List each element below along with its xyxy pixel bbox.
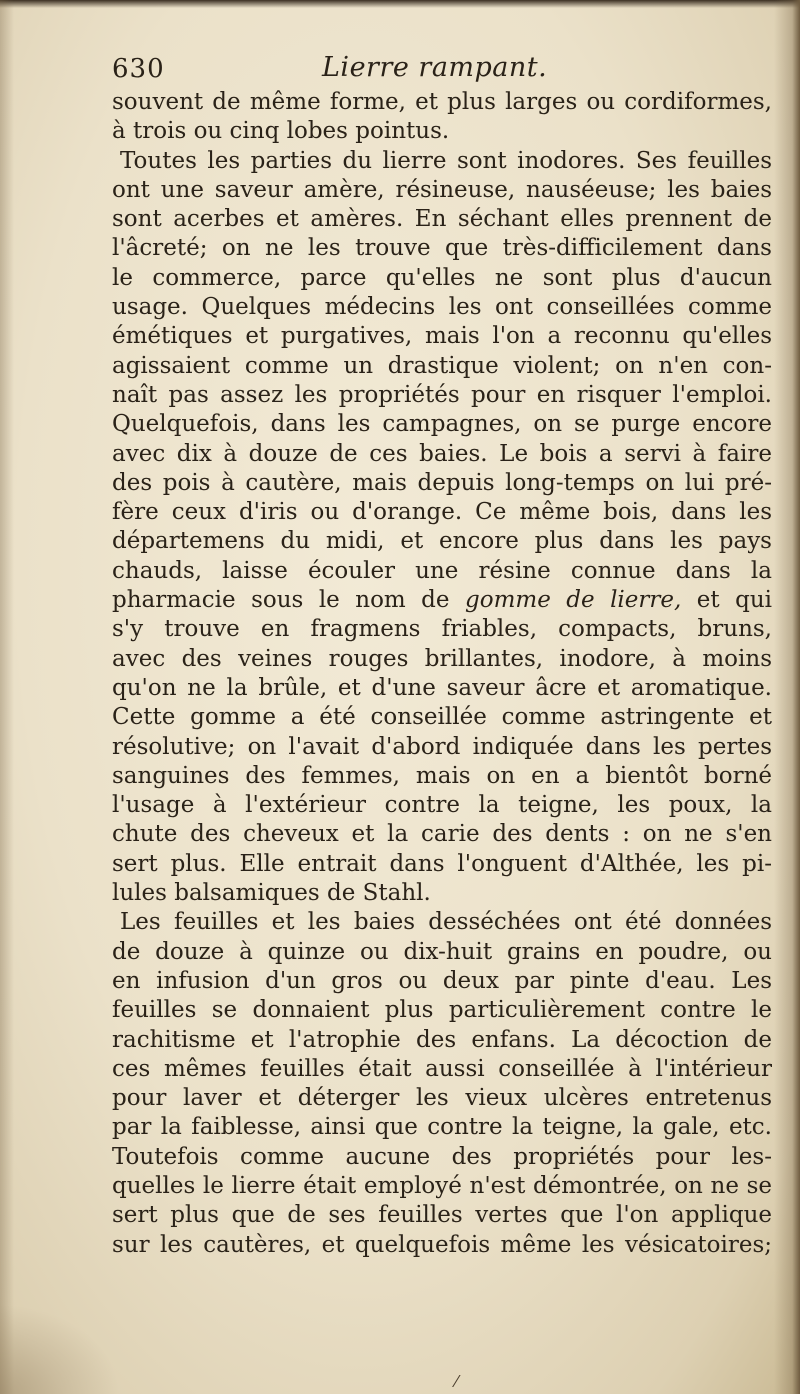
text-line: chauds, laisse écouler une résine connue dans la: [112, 557, 772, 584]
text-line: l'usage à l'extérieur contre la teigne, les poux, la: [112, 792, 772, 819]
text-line: quelles le lierre était employé n'est démontrée, on ne se: [112, 1172, 772, 1199]
text-run: pharmacie sous le nom de: [112, 587, 465, 614]
text-line: chute des cheveux et la carie des dents : on ne s'en: [112, 821, 772, 848]
text-line: lules balsamiques de Stahl.: [112, 880, 431, 907]
text-line: de douze à quinze ou dix-huit grains en poudre, ou: [112, 938, 772, 965]
text-line: avec des veines rouges brillantes, inodore, à moins: [112, 645, 772, 672]
ink-mark: ⁄: [455, 1372, 458, 1391]
text-line: départemens du midi, et encore plus dans les pays: [112, 528, 772, 555]
running-title: Lierre rampant.: [322, 52, 548, 83]
italic-term: gomme de lierre,: [465, 587, 682, 614]
text-line: naît pas assez les propriétés pour en risquer l'emploi.: [112, 381, 772, 408]
text-line: rachitisme et l'atrophie des enfans. La décoction de: [112, 1026, 772, 1053]
page-top-shadow: [0, 0, 800, 8]
text-line: Quelquefois, dans les campagnes, on se purge encore: [112, 411, 772, 438]
text-line: le commerce, parce qu'elles ne sont plus d'aucun: [112, 264, 772, 291]
text-line: qu'on ne la brûle, et d'une saveur âcre et aromatique.: [112, 674, 772, 701]
text-line: sur les cautères, et quelquefois même les vésicatoires;: [112, 1231, 772, 1258]
text-line: pour laver et déterger les vieux ulcères entretenus: [112, 1085, 772, 1112]
text-line: Cette gomme a été conseillée comme astringente et: [112, 704, 772, 731]
text-line: s'y trouve en fragmens friables, compacts, bruns,: [112, 616, 772, 643]
paper-stain: [0, 1304, 120, 1394]
text-line: des pois à cautère, mais depuis long-temps on lui pré-: [112, 469, 772, 496]
text-line: l'âcreté; on ne les trouve que très-difficilement dans: [112, 235, 772, 262]
text-line: résolutive; on l'avait d'abord indiquée dans les pertes: [112, 733, 772, 760]
text-line: émétiques et purgatives, mais l'on a reconnu qu'elles: [112, 323, 772, 350]
text-line: par la faiblesse, ainsi que contre la teigne, la gale, etc.: [112, 1114, 772, 1141]
text-line: Toutes les parties du lierre sont inodores. Ses feuilles: [120, 147, 772, 174]
body-text: [112, 88, 772, 1260]
text-line: à trois ou cinq lobes pointus.: [112, 118, 450, 145]
page-header: [112, 50, 772, 90]
text-line: agissaient comme un drastique violent; on n'en con-: [112, 352, 772, 379]
text-line: fère ceux d'iris ou d'orange. Ce même bois, dans les: [112, 499, 772, 526]
text-line: avec dix à douze de ces baies. Le bois a servi à faire: [112, 440, 772, 467]
text-line: sanguines des femmes, mais on en a bientôt borné: [112, 762, 772, 789]
text-line: en infusion d'un gros ou deux par pinte d'eau. Les: [112, 967, 772, 994]
text-line: Toutefois comme aucune des propriétés pour les-: [112, 1143, 772, 1170]
page-number: 630: [112, 54, 165, 84]
page-left-shadow: [0, 0, 14, 1394]
text-line: usage. Quelques médecins les ont conseillées comme: [112, 294, 772, 321]
text-line: ont une saveur amère, résineuse, nauséeuse; les baies: [112, 176, 772, 203]
text-line: sert plus que de ses feuilles vertes que l'on applique: [112, 1202, 772, 1229]
text-line: Les feuilles et les baies desséchées ont été données: [120, 909, 772, 936]
text-line: sont acerbes et amères. En séchant elles prennent de: [112, 206, 772, 233]
page-right-shadow: [774, 0, 800, 1394]
text-line: souvent de même forme, et plus larges ou cordiformes,: [112, 89, 772, 115]
text-line: feuilles se donnaient plus particulièrement contre le: [112, 997, 772, 1024]
text-line: ces mêmes feuilles était aussi conseillée à l'intérieur: [112, 1055, 772, 1082]
text-run: et qui: [681, 587, 772, 614]
text-line: sert plus. Elle entrait dans l'onguent d'Althée, les pi-: [112, 850, 772, 877]
text-line-with-italic: [112, 586, 772, 615]
